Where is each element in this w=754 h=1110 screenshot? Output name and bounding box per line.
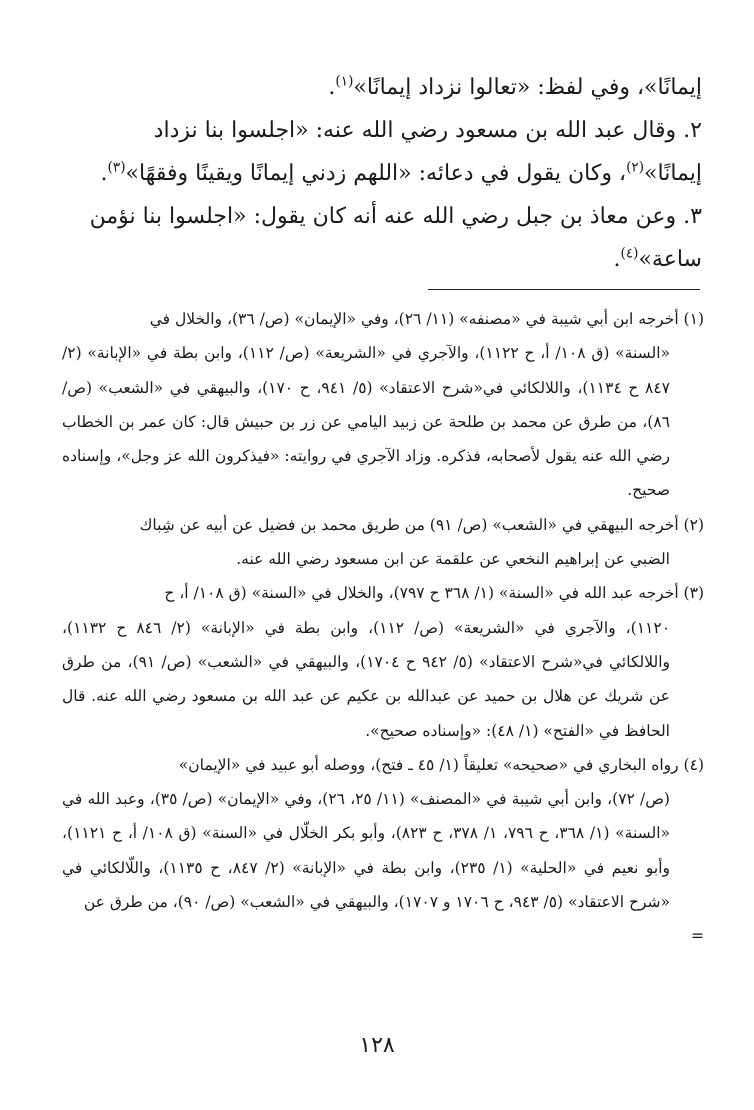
footnote-1-continuation: «السنة» (ق ١٠٨/ أ، ح ١١٢٢)، والآجري في «الشريعة» (ص/ ١١٢)، وابن بطة في «الإبانة» (٢/ ٨٤٧ ح ١١٣٤)، واللالكائي في«شرح الاعتقاد» (٥/ ٩٤١، ح ١٧٠)، والبيهقي في «الشعب» (ص/ ٨٦)، من طرق عن محمد بن طلحة عن زبيد اليامي عن زر بن حبيش قال: كان عمر بن الخطاب رضي الله عنه يقول لأصحابه، فذكره. وزاد الآجري في روايته: «فيذكرون الله عز وجل»، وإسناده صحيح. <box>62 344 670 500</box>
footnote-ref-3: (٣) <box>107 159 126 176</box>
footnote-2 <box>62 508 704 542</box>
paragraph-2-text-a: إيمانًا» <box>644 161 702 186</box>
paragraph-2-line-2 <box>62 152 702 195</box>
footnote-2-first-line: (٢) أخرجه البيهقي في «الشعب» (ص/ ٩١) من طريق محمد بن فضيل عن أبيه عن شِباك <box>139 515 704 534</box>
footnote-2-continuation: الضبي عن إبراهيم النخعي عن علقمة عن ابن مسعود رضي الله عنه. <box>236 550 670 569</box>
main-line-1-end: . <box>328 75 336 100</box>
page-number: ١٢٨ <box>359 1033 395 1058</box>
paragraph-2-end: . <box>100 161 108 186</box>
footnote-3-continuation: ١١٢٠)، والآجري في «الشريعة» (ص/ ١١٢)، وابن بطة في «الإبانة» (٢/ ٨٤٦ ح ١١٣٢)، واللالكائي في«شرح الاعتقاد» (٥/ ٩٤٢ ح ١٧٠٤)، والبيهقي في «الشعب» (ص/ ٩١)، من طرق عن شريك عن هلال بن حميد عن عبدالله بن عكيم عن عبد الله بن مسعود رضي الله عنه. قال الحافظ في «الفتح» (١/ ٤٨): «وإسناده صحيح». <box>62 618 671 740</box>
footnote-1 <box>62 302 704 336</box>
footnote-ref-4: (٤) <box>620 245 639 262</box>
footnotes <box>62 302 704 954</box>
footnote-ref-1: (١) <box>335 73 354 90</box>
footnote-4-first-line: (٤) رواه البخاري في «صحيحه» تعليقاً (١/ ٤٥ ـ فتح)، ووصله أبو عبيد في «الإيمان» <box>178 755 704 774</box>
footnote-4-continued-mark: = <box>691 927 704 946</box>
footnote-4-continuation: (ص/ ٧٢)، وابن أبي شيبة في «المصنف» (١١/ ٢٥، ٢٦)، وفي «الإيمان» (ص/ ٣٥)، وعبد الله في «السنة» (١/ ٣٦٨، ح ٧٩٦، ١/ ٣٧٨، ح ٨٢٣)، وأبو بكر الخلّال في «السنة» (ق ١٠٨/ أ، ح ١١٢١)، وأبو نعيم في «الحلية» (١/ ٢٣٥)، وابن بطة في «الإبانة» (٢/ ٨٤٧، ح ١١٣٥)، واللّالكائي في «شرح الاعتقاد» (٥/ ٩٤٣، ح ١٧٠٦ و ١٧٠٧)، والبيهقي في «الشعب» (ص/ ٩٠)، من طرق عن <box>62 790 671 912</box>
footnote-ref-2: (٢) <box>626 159 645 176</box>
footnote-3 <box>62 576 704 610</box>
footnote-1-first-line: (١) أخرجه ابن أبي شيبة في «مصنفه» (١١/ ٢٦)، وفي «الإيمان» (ص/ ٣٦)، والخلال في <box>149 310 704 328</box>
footnote-4 <box>62 748 704 782</box>
paragraph-3-line-2 <box>62 238 702 281</box>
paragraph-2-text-b: ، وكان يقول في دعائه: «اللهم زدني إيمانًا ويقينًا وفقهًا» <box>125 161 627 186</box>
footnote-3-first-line: (٣) أخرجه عبد الله في «السنة» (١/ ٣٦٨ ح ٧٩٧)، والخلال في «السنة» (ق ١٠٨/ أ، ح <box>164 584 704 603</box>
main-line-1-text: إيمانًا»، وفي لفظ: «تعالوا نزداد إيمانًا» <box>353 75 702 100</box>
paragraph-2-line-1: ٢. وقال عبد الله بن مسعود رضي الله عنه: «اجلسوا بنا نزداد <box>153 118 702 143</box>
footnote-separator <box>428 289 700 290</box>
main-text <box>62 66 702 281</box>
paragraph-3-line-1: ٣. وعن معاذ بن جبل رضي الله عنه أنه كان يقول: «اجلسوا بنا نؤمن <box>89 204 702 229</box>
paragraph-3-text: ساعة» <box>638 247 702 272</box>
paragraph-3-end: . <box>613 247 621 272</box>
main-line-1 <box>62 66 702 109</box>
